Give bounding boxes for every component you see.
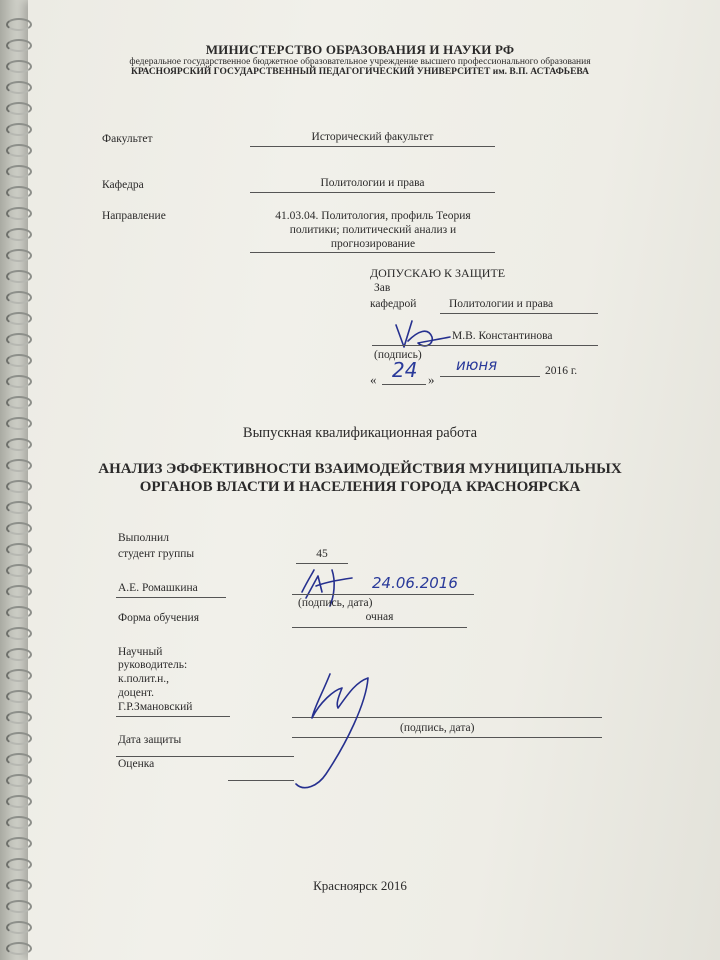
grade-underline (228, 780, 294, 781)
grade-label: Оценка (118, 758, 155, 770)
supervisor-line-3: к.полит.н., (118, 673, 170, 685)
binding-ring (6, 375, 32, 388)
faculty-label: Факультет (102, 133, 153, 145)
supervisor-name-underline (116, 716, 230, 717)
binding-ring (6, 18, 32, 31)
supervisor-signature (290, 664, 390, 794)
binding-ring (6, 459, 32, 472)
binding-ring (6, 333, 32, 346)
binding-ring (6, 669, 32, 682)
binding-ring (6, 627, 32, 640)
quote-open: « (370, 372, 377, 387)
binding-ring (6, 795, 32, 808)
approval-day: 24 (392, 358, 418, 382)
binding-ring (6, 312, 32, 325)
binding-ring (6, 228, 32, 241)
direction-line-3: прогнозирование (330, 238, 416, 250)
binding-ring (6, 648, 32, 661)
student-signed-date: 24.06.2016 (372, 574, 458, 592)
direction-label: Направление (102, 210, 166, 222)
student-name-underline (116, 597, 226, 598)
quote-close: » (428, 372, 435, 387)
approval-month: июня (456, 356, 498, 374)
binding-ring (6, 501, 32, 514)
student-name: А.Е. Ромашкина (118, 582, 198, 594)
binding-ring (6, 732, 32, 745)
binding-ring (6, 606, 32, 619)
head-name: М.В. Константинова (452, 330, 553, 342)
binding-ring (6, 186, 32, 199)
head-department-underline (440, 313, 598, 314)
binding-ring (6, 816, 32, 829)
binding-ring (6, 942, 32, 955)
university-name: КРАСНОЯРСКИЙ ГОСУДАРСТВЕННЫЙ ПЕДАГОГИЧЕСКИЙ УНИВЕРСИТЕТ им. В.П. АСТАФЬЕВА (130, 67, 590, 77)
binding-ring (6, 396, 32, 409)
supervisor-name: Г.Р.Змановский (118, 701, 193, 713)
student-group: 45 (316, 548, 328, 560)
binding-ring (6, 921, 32, 934)
signature-caption: (подпись) (374, 349, 422, 361)
binding-ring (6, 858, 32, 871)
department-underline (250, 192, 495, 193)
approval-year: 2016 г. (545, 365, 578, 377)
binding-ring (6, 900, 32, 913)
approval-title: ДОПУСКАЮ К ЗАЩИТЕ (370, 266, 506, 280)
binding-ring (6, 249, 32, 262)
binding-ring (6, 564, 32, 577)
defense-date-underline (116, 756, 294, 757)
direction-underline (250, 252, 495, 253)
binding-ring (6, 711, 32, 724)
study-form-value: очная (365, 611, 394, 623)
binding-ring (6, 753, 32, 766)
city-year: Красноярск 2016 (313, 878, 407, 893)
binding-ring (6, 81, 32, 94)
head-department: Политологии и права (449, 298, 554, 310)
head-signature-underline (372, 345, 598, 346)
student-signature-underline (292, 594, 474, 595)
department-value: Политологии и права (320, 177, 425, 189)
head-label-1: Зав (374, 282, 391, 294)
supervisor-line-4: доцент. (118, 687, 155, 699)
binding-ring (6, 123, 32, 136)
faculty-value: Исторический факультет (311, 131, 434, 143)
supervisor-line-1: Научный (118, 646, 163, 658)
study-form-underline (292, 627, 467, 628)
day-underline (382, 384, 426, 385)
month-underline (440, 376, 540, 377)
work-type: Выпускная квалификационная работа (242, 425, 478, 441)
binding-ring (6, 144, 32, 157)
direction-line-2: политики; политический анализ и (289, 224, 457, 236)
student-label-1: Выполнил (118, 532, 169, 544)
student-caption: (подпись, дата) (298, 597, 373, 609)
binding-ring (6, 522, 32, 535)
department-label: Кафедра (102, 179, 144, 191)
binding-ring (6, 270, 32, 283)
faculty-underline (250, 146, 495, 147)
defense-date-label: Дата защиты (118, 734, 182, 746)
binding-ring (6, 837, 32, 850)
ministry-heading: МИНИСТЕРСТВО ОБРАЗОВАНИЯ И НАУКИ РФ (205, 42, 515, 57)
binding-ring (6, 774, 32, 787)
thesis-title: АНАЛИЗ ЭФФЕКТИВНОСТИ ВЗАИМОДЕЙСТВИЯ МУНИЦИПАЛЬНЫХ ОРГАНОВ ВЛАСТИ И НАСЕЛЕНИЯ ГОРОДА КРАСНОЯРСКА (98, 461, 622, 495)
binding-ring (6, 585, 32, 598)
direction-line-1: 41.03.04. Политология, профиль Теория (275, 210, 471, 222)
supervisor-line-2: руководитель: (118, 659, 188, 671)
binding-ring (6, 543, 32, 556)
binding-ring (6, 102, 32, 115)
binding-ring (6, 207, 32, 220)
binding-ring (6, 165, 32, 178)
head-label-2: кафедрой (370, 298, 417, 310)
binding-ring (6, 354, 32, 367)
binding-ring (6, 291, 32, 304)
binding-ring (6, 480, 32, 493)
study-form-label: Форма обучения (118, 612, 199, 624)
student-label-2: студент группы (118, 548, 195, 560)
supervisor-caption: (подпись, дата) (400, 722, 475, 734)
institution-type: федеральное государственное бюджетное образовательное учреждение высшего профессионального образования (129, 57, 591, 67)
binding-ring (6, 690, 32, 703)
